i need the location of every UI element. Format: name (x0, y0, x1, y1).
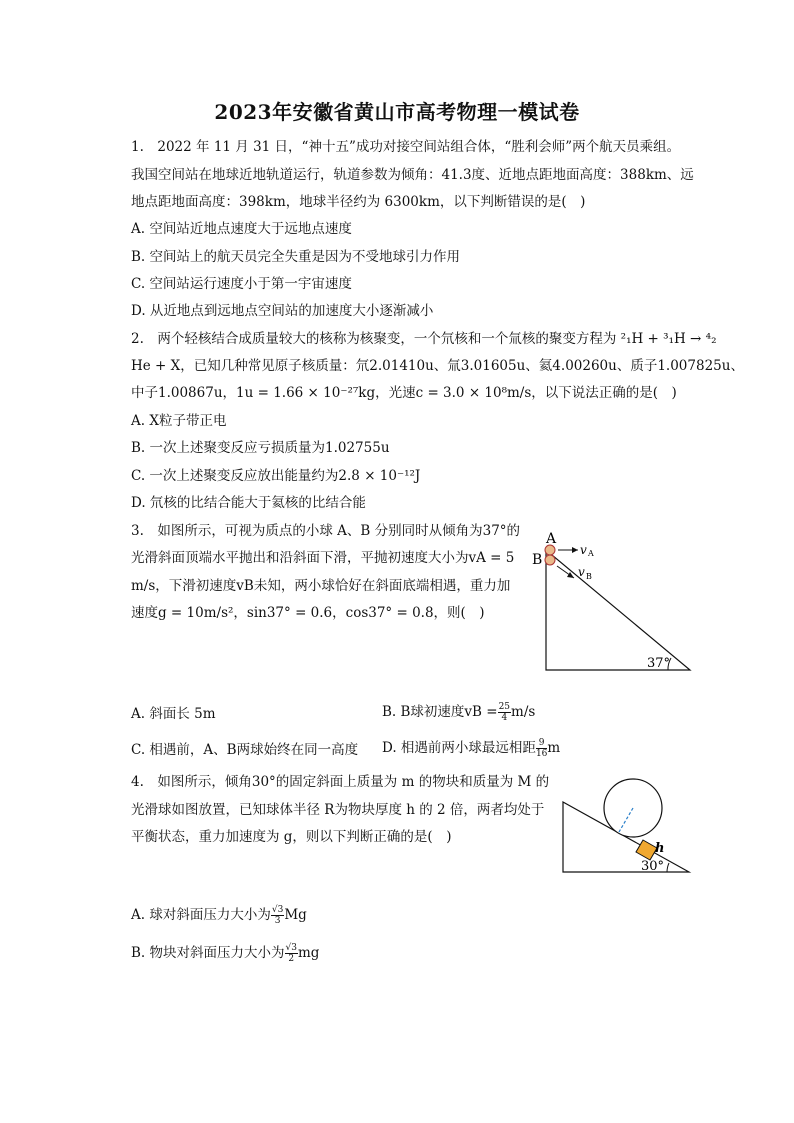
q3-vb-sub: B (586, 572, 592, 581)
q3-vb-label: v (578, 565, 585, 579)
q3-option-d-text: D. 相遇前两小球最远相距 (382, 740, 536, 756)
q4-text-line2: 光滑球如图放置，已知球体半径 R为物块厚度 h 的 2 倍，两者均处于 (131, 802, 545, 818)
q3-option-b (382, 702, 535, 723)
q2-option-c: C. 一次上述聚变反应放出能量约为2.8 × 10⁻¹²J (131, 468, 421, 484)
q3-angle-label: 37° (647, 656, 671, 671)
page-title: 2023年安徽省黄山市高考物理一模试卷 (214, 100, 580, 124)
q3-option-d-unit: m (547, 740, 561, 756)
q1-text-line1: 1. 2022 年 11 月 31 日，“神十五”成功对接空间站组合体，“胜利会师”两个航天员乘组。 (131, 139, 681, 155)
q4-angle-label: 30° (641, 859, 665, 874)
q4-option-a-fraction: $\frac{√3}{3}$ (271, 905, 284, 926)
q3-text-line1: 3. 如图所示，可视为质点的小球 A、B 分别同时从倾角为37°的 (131, 523, 521, 539)
q4-option-b (131, 943, 319, 964)
q2-option-a: A. X粒子带正电 (131, 413, 227, 429)
q2-text-line3: 中子1.00867u，1u = 1.66 × 10⁻²⁷kg，光速c = 3.0 × 10⁸m/s，以下说法正确的是( ) (131, 385, 677, 401)
q3-option-a: A. 斜面长 5m (131, 706, 216, 722)
q3-incline-figure (520, 528, 700, 678)
q4-option-b-fraction: $\frac{√3}{2}$ (285, 943, 297, 964)
q1-option-c: C. 空间站运行速度小于第一宇宙速度 (131, 276, 352, 292)
q4-option-b-text: B. 物块对斜面压力大小为 (131, 945, 285, 961)
q1-option-a: A. 空间站近地点速度大于远地点速度 (131, 221, 352, 237)
q3-option-c: C. 相遇前，A、B两球始终在同一高度 (131, 742, 359, 758)
q3-text-line2: 光滑斜面顶端水平抛出和沿斜面下滑，平抛初速度大小为vA = 5 (131, 550, 515, 566)
q4-h-label: h (655, 841, 665, 856)
q3-label-a: A (546, 531, 557, 547)
q3-option-d (382, 738, 560, 759)
q1-option-b: B. 空间站上的航天员完全失重是因为不受地球引力作用 (131, 249, 461, 265)
q1-text-line3: 地点距地面高度：398km，地球半径约为 6300km，以下判断错误的是( ) (131, 194, 586, 210)
q4-incline-figure (555, 768, 695, 878)
q1-option-d: D. 从近地点到远地点空间站的加速度大小逐渐减小 (131, 303, 434, 319)
q4-option-a-unit: Mg (284, 907, 307, 923)
q4-option-a-text: A. 球对斜面压力大小为 (131, 907, 271, 923)
q3-option-b-text: B. B球初速度vB = (382, 704, 498, 720)
q3-option-b-unit: m/s (511, 704, 536, 720)
q4-text-line1: 4. 如图所示，倾角30°的固定斜面上质量为 m 的物块和质量为 M 的 (131, 774, 550, 790)
q3-text-line3: m/s，下滑初速度vB未知，两小球恰好在斜面底端相遇，重力加 (131, 578, 511, 594)
q4-option-b-unit: mg (297, 945, 320, 961)
q3-va-sub: A (588, 549, 594, 558)
q2-text-line2: He + X，已知几种常见原子核质量：氘2.01410u、氚3.01605u、氦4.00260u、质子1.007825u、 (131, 358, 744, 374)
q3-va-label: v (580, 543, 587, 557)
q2-option-b: B. 一次上述聚变反应亏损质量为1.02755u (131, 440, 390, 456)
q4-text-line3: 平衡状态，重力加速度为 g，则以下判断正确的是( ) (131, 829, 452, 845)
q3-option-d-fraction: $\frac{9}{16}$ (535, 738, 548, 759)
q1-text-line2: 我国空间站在地球近地轨道运行，轨道参数为倾角：41.3度、近地点距地面高度：388km、远 (131, 167, 694, 183)
q2-text-line1: 2. 两个轻核结合成质量较大的核称为核聚变，一个氘核和一个氚核的聚变方程为 ²₁H + ³₁H → ⁴₂ (131, 331, 717, 347)
q3-text-line4: 速度g = 10m/s²，sin37° = 0.6，cos37° = 0.8，则( ) (131, 605, 485, 621)
q2-option-d: D. 氘核的比结合能大于氦核的比结合能 (131, 495, 366, 511)
q3-option-b-fraction: $\frac{25}{4}$ (498, 702, 511, 723)
q3-label-b: B (532, 552, 543, 568)
q4-option-a (131, 905, 307, 926)
